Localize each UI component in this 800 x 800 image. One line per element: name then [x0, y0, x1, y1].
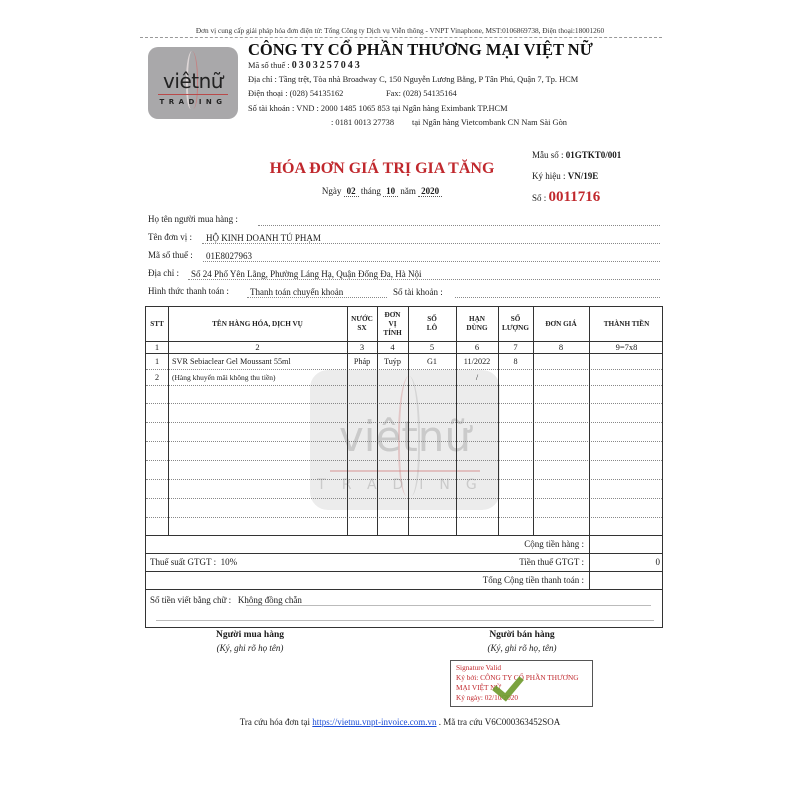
header-origin-l1: NƯỚC [351, 315, 373, 323]
seller-sign-title: Người bán hàng [489, 630, 555, 640]
buyer-name-field [258, 214, 660, 226]
account-field [455, 286, 660, 298]
buyer-sign-sub: (Ký, ghi rõ họ tên) [216, 643, 284, 653]
col-number: 7 [513, 342, 518, 352]
symbol-label: Ký hiệu : [532, 171, 568, 181]
payment-row [148, 286, 229, 296]
vat-amount-value: 0 [655, 557, 660, 567]
col-number: 1 [154, 342, 160, 352]
col-number: 6 [474, 342, 480, 352]
company-bank2-bank: tại Ngân hàng Vietcombank CN Nam Sài Gòn [412, 118, 567, 127]
row1-stt: 1 [154, 356, 160, 366]
number-label: Số : [532, 193, 549, 203]
buyer-tax-label: Mã số thuế : [148, 250, 193, 260]
buyer-sign-title: Người mua hàng [216, 630, 284, 640]
words-value: Không đồng chẵn [237, 595, 302, 605]
logo-wordmark: viêtnữ [163, 69, 223, 93]
form-label: Mẫu số : [532, 150, 566, 160]
stamp-line: Ký ngày: 02/10/2020 [456, 693, 519, 702]
amount-in-words [150, 591, 302, 609]
company-phone: Điện thoại : (028) 54135162 [248, 89, 344, 98]
lookup-link[interactable]: https://vietnu.vnpt-invoice.com.vn [312, 717, 437, 727]
header-qty-l1: SỐ [510, 315, 521, 323]
col-number: 5 [429, 342, 435, 352]
buyer-tax-value: 01E8027963 [206, 251, 252, 261]
watermark-subtitle: TRADING [317, 477, 493, 493]
seller-signature [462, 630, 582, 653]
row1-amount [589, 353, 664, 369]
date-month-label: tháng [360, 186, 381, 196]
symbol-value: VN/19E [567, 171, 599, 181]
buyer-signature [190, 630, 310, 653]
col-number: 2 [255, 342, 260, 352]
invoice-date [262, 186, 502, 197]
payment-value: Thanh toán chuyển khoản [250, 287, 344, 297]
words-line-2 [156, 620, 654, 621]
header-unit-l1: ĐƠN [384, 310, 401, 319]
buyer-address-value: Số 24 Phố Yên Lãng, Phường Láng Hạ, Quận Đống Đa, Hà Nội [191, 269, 422, 279]
header-amount: THÀNH TIỀN [603, 319, 650, 328]
row1-expiry: 11/2022 [463, 356, 491, 366]
row1-name: SVR Sebiaclear Gel Moussant 55ml [172, 356, 291, 366]
company-logo [148, 47, 238, 119]
date-month: 10 [383, 186, 398, 197]
header-expiry-l1: HẠN [469, 315, 485, 323]
lookup-code: . Mã tra cứu V6C000363452SOA [436, 717, 561, 727]
buyer-unit-label: Tên đơn vị : [148, 232, 193, 242]
header-stt: STT [150, 319, 164, 328]
header-qty [498, 307, 533, 341]
row1-lot: G1 [426, 356, 437, 366]
row1-origin: Pháp [353, 356, 371, 366]
vat-rate [150, 553, 237, 571]
company-fax: Fax: (028) 54135164 [386, 89, 457, 98]
company-tax-code: 0303257043 [291, 60, 362, 71]
buyer-unit-row [148, 232, 192, 242]
row2-name: (Hàng khuyến mãi không thu tiền) [172, 372, 276, 382]
lookup-prefix: Tra cứu hóa đơn tại [239, 717, 313, 727]
vat-rate-label: Thuế suất GTGT : [150, 557, 217, 567]
col-number: 4 [390, 342, 395, 352]
header-lot [408, 307, 456, 341]
row1-unit: Tuýp [384, 356, 401, 366]
stamp-line: MẠI VIỆT NỮ [456, 683, 502, 692]
stamp-line: Ký bởi: CÔNG TY CỔ PHẦN THƯƠNG [456, 673, 579, 682]
invoice-number [532, 189, 600, 206]
header-origin-l2: SX [357, 324, 367, 332]
invoice-table [145, 306, 663, 628]
account-label: Số tài khoản : [393, 287, 443, 297]
header-unit-l2: VỊ [388, 319, 397, 328]
company-tax-label: Mã số thuế : [248, 61, 292, 70]
total-label: Tổng Cộng tiền thanh toán : [482, 575, 584, 585]
seller-sign-sub: (Ký, ghi rõ họ, tên) [487, 643, 557, 653]
company-name: CÔNG TY CỔ PHẦN THƯƠNG MẠI VIỆT NỮ [248, 40, 593, 59]
header-qty-l2: LƯỢNG [502, 324, 529, 332]
header-item-name: TÊN HÀNG HÓA, DỊCH VỤ [212, 319, 303, 328]
payment-label: Hình thức thanh toán : [148, 286, 229, 296]
col-number: 3 [359, 342, 365, 352]
vat-amount-label: Tiền thuế GTGT : [519, 557, 584, 567]
buyer-name-row [148, 214, 238, 224]
header-unit-price: ĐƠN GIÁ [545, 319, 577, 328]
buyer-tax-field [203, 250, 660, 262]
buyer-unit-value: HỘ KINH DOANH TÚ PHẠM [206, 233, 321, 243]
col-number: 8 [558, 342, 564, 352]
watermark-wordmark: viêtnữ [338, 412, 472, 461]
header-lot-l2: LÔ [426, 324, 438, 332]
row1-qty: 8 [513, 356, 518, 366]
divider [140, 37, 662, 38]
subtotal-label: Cộng tiền hàng : [524, 539, 584, 549]
company-address: Địa chỉ : Tầng trệt, Tòa nhà Broadway C, 150 Nguyễn Lương Bằng, P Tân Phú, Quận 7, Tp. HCM [248, 75, 579, 84]
header-unit-l3: TÍNH [383, 328, 402, 337]
date-year-label: năm [400, 186, 416, 196]
company-tax-line [248, 60, 362, 71]
logo-subtitle: TRADING [159, 98, 227, 106]
row2-expiry: / [475, 372, 479, 382]
form-number [532, 150, 621, 160]
number-value: 0011716 [548, 189, 601, 205]
logo-underline [158, 94, 228, 95]
date-day: 02 [344, 186, 359, 197]
company-bank1: Số tài khoản : VND : 2000 1485 1065 853 tại Ngân hàng Eximbank TP.HCM [248, 104, 508, 113]
buyer-tax-row [148, 250, 193, 260]
invoice-lookup [140, 717, 660, 727]
provider-line: Đơn vị cung cấp giải pháp hóa đơn điện tử: Tổng Công ty Dịch vụ Viễn thông - VNPT Vinaphone, MST:0106869738, Điện thoại:18001260 [195, 26, 605, 35]
date-prefix: Ngày [321, 186, 342, 196]
buyer-name-label: Họ tên người mua hàng : [148, 214, 238, 224]
buyer-address-row [148, 268, 179, 278]
col-number: 9=7x8 [615, 342, 638, 352]
date-year: 2020 [418, 186, 442, 197]
header-origin [347, 307, 377, 341]
header-expiry [456, 307, 498, 341]
company-bank2-account: : 0181 0013 27738 [331, 118, 395, 127]
header-expiry-l2: DÙNG [466, 324, 488, 332]
row1-price [533, 353, 589, 369]
digital-signature-stamp [450, 660, 593, 707]
stamp-line: Signature Valid [456, 663, 502, 672]
invoice-title: HÓA ĐƠN GIÁ TRỊ GIA TĂNG [269, 160, 495, 177]
words-label: Số tiền viết bằng chữ : [150, 595, 232, 605]
vat-rate-value: 10% [220, 557, 238, 567]
row2-stt: 2 [154, 372, 160, 382]
buyer-address-label: Địa chỉ : [148, 268, 179, 278]
words-line [246, 605, 651, 606]
header-unit [377, 307, 408, 341]
invoice-symbol [532, 171, 598, 181]
form-value: 01GTKT0/001 [565, 150, 622, 160]
header-lot-l1: SỐ [427, 315, 437, 323]
